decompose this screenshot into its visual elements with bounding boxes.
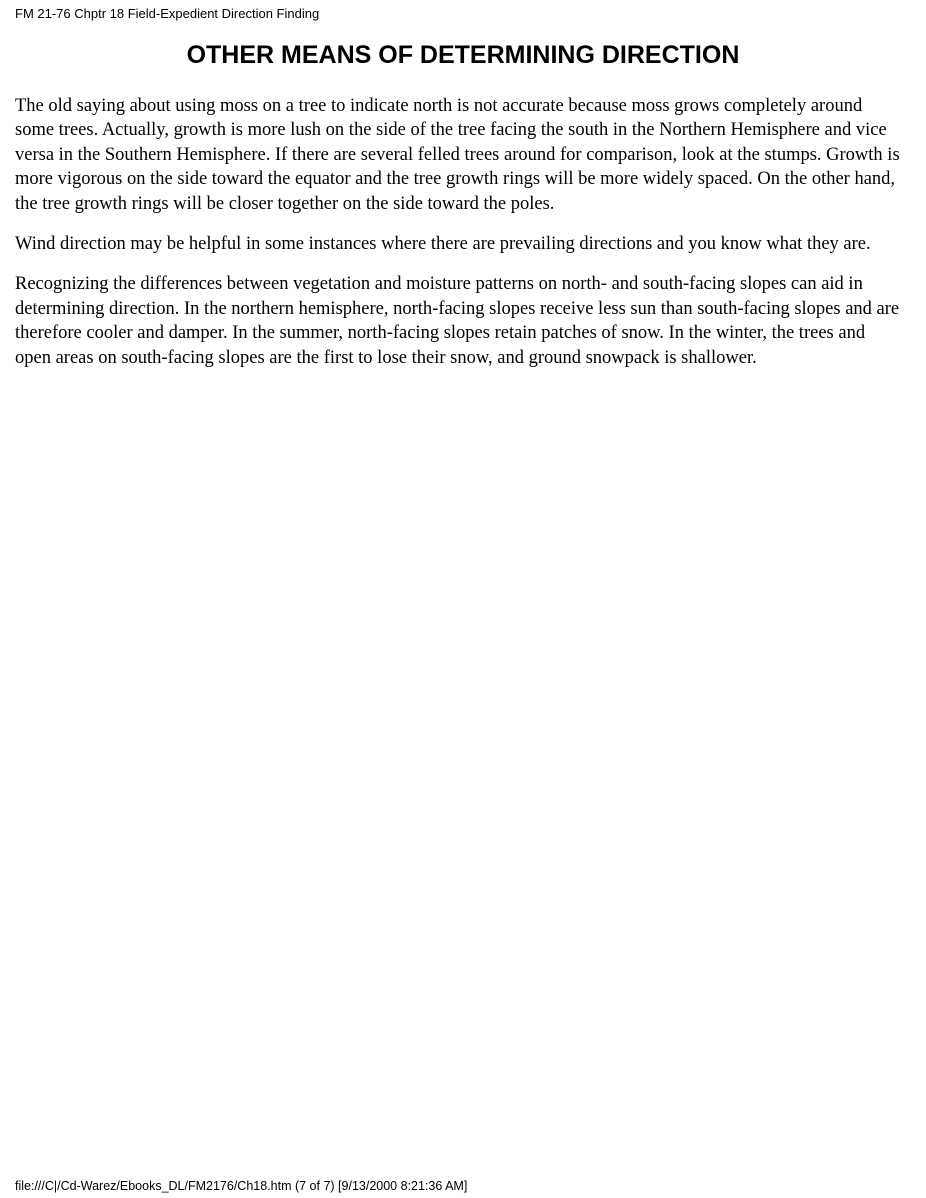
page-header: FM 21-76 Chptr 18 Field-Expedient Direction Finding bbox=[15, 6, 320, 21]
paragraph-moss: The old saying about using moss on a tree to indicate north is not accurate because moss grows completely around some trees. Actually, growth is more lush on the side of the tree facing the south in the Northern Hemisphere and vice versa in the Southern Hemisphere. If there are several felled trees around for comparison, look at the stumps. Growth is more vigorous on the side toward the equator and the tree growth rings will be more widely spaced. On the other hand, the tree growth rings will be closer together on the side toward the poles. bbox=[15, 96, 900, 214]
document-body bbox=[15, 94, 905, 386]
paragraph-wind: Wind direction may be helpful in some instances where there are prevailing directions and you know what they are. bbox=[15, 234, 871, 255]
paragraph-slopes: Recognizing the differences between vegetation and moisture patterns on north- and south-facing slopes can aid in determining direction. In the northern hemisphere, north-facing slopes receive less sun than south-facing slopes and are therefore cooler and damper. In the summer, north-facing slopes retain patches of snow. In the winter, the trees and open areas on south-facing slopes are the first to lose their snow, and ground snowpack is shallower. bbox=[15, 274, 900, 368]
page-title: OTHER MEANS OF DETERMINING DIRECTION bbox=[186, 41, 740, 69]
page-footer: file:///C|/Cd-Warez/Ebooks_DL/FM2176/Ch18.htm (7 of 7) [9/13/2000 8:21:36 AM] bbox=[15, 1179, 468, 1193]
